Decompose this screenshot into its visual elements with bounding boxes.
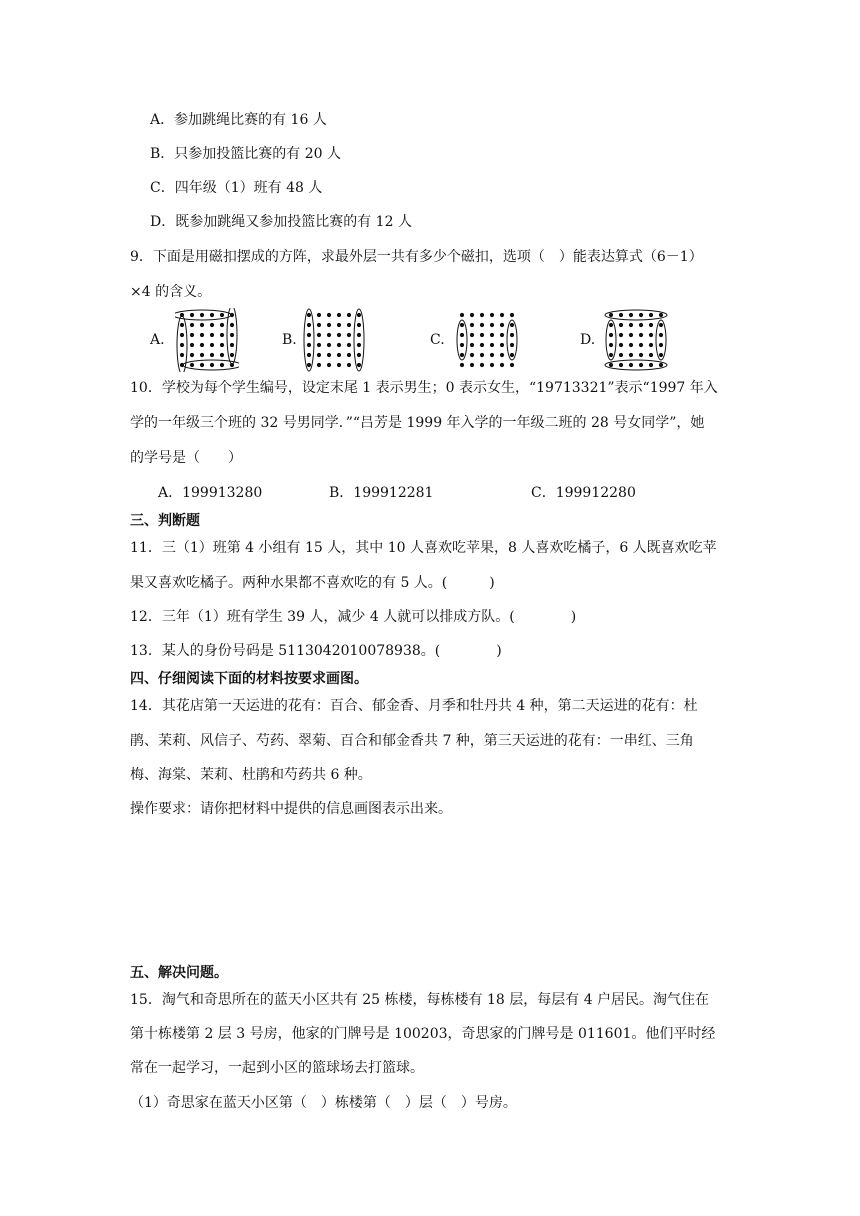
magnet-dot (220, 363, 224, 367)
magnet-dot (190, 333, 194, 337)
q9-option-d-label: D. (580, 332, 596, 348)
magnet-dot (659, 353, 663, 357)
magnet-dot (327, 353, 331, 357)
magnet-dot (307, 323, 311, 327)
magnet-dot (200, 353, 204, 357)
magnet-dot (347, 333, 351, 337)
q12-text: 12．三年（1）班有学生 39 人，减少 4 人就可以排成方队。( ) (130, 609, 577, 625)
magnet-dot (337, 353, 341, 357)
magnet-dot (490, 343, 494, 347)
magnet-dot (639, 323, 643, 327)
magnet-dot (200, 313, 204, 317)
magnet-dot (220, 313, 224, 317)
magnet-dot (327, 323, 331, 327)
magnet-dot (639, 313, 643, 317)
magnet-dot (190, 313, 194, 317)
magnet-dot (470, 323, 474, 327)
q15-text-line2: 第十栋楼第 2 层 3 号房，他家的门牌号是 100203，奇思家的门牌号是 011601。他们平时经 (130, 1026, 716, 1042)
magnet-dot (347, 313, 351, 317)
magnet-dot (649, 363, 653, 367)
magnet-dot (317, 343, 321, 347)
magnet-dot (510, 343, 514, 347)
magnet-dot (480, 363, 484, 367)
magnet-dot (347, 363, 351, 367)
magnet-dot (609, 333, 613, 337)
q9-text-line2: ×4 的含义。 (130, 284, 212, 300)
magnet-dot (649, 313, 653, 317)
magnet-dot (490, 333, 494, 337)
section3-title: 三、判断题 (130, 513, 200, 529)
magnet-dot (510, 363, 514, 367)
magnet-dot (357, 363, 361, 367)
magnet-dot (307, 343, 311, 347)
q10-option-a: A．199913280 (158, 485, 263, 501)
magnet-dot (230, 343, 234, 347)
magnet-dot (470, 333, 474, 337)
q14-text-line1: 14．其花店第一天运进的花有：百合、郁金香、月季和牡丹共 4 种，第二天运进的花有：杜 (130, 698, 698, 714)
magnet-dot (639, 343, 643, 347)
magnet-dot (337, 323, 341, 327)
q8-option-a: A．参加跳绳比赛的有 16 人 (150, 112, 327, 128)
group-oval (304, 309, 314, 371)
section5-title: 五、解决问题。 (130, 965, 228, 981)
magnet-dot (317, 323, 321, 327)
q9-text-line1: 9．下面是用磁扣摆成的方阵，求最外层一共有多少个磁扣，选项（ ）能表达算式（6－1） (130, 249, 703, 265)
magnet-dot (220, 353, 224, 357)
magnet-dot (347, 353, 351, 357)
q9-option-c-label: C. (430, 332, 445, 348)
magnet-dot (510, 333, 514, 337)
magnet-dot (470, 353, 474, 357)
magnet-dot (659, 333, 663, 337)
magnet-dot (327, 343, 331, 347)
magnet-dot (649, 343, 653, 347)
q14-text-line3: 梅、海棠、茉莉、杜鹃和芍药共 6 种。 (130, 767, 372, 783)
q15-text-line1: 15．淘气和奇思所在的蓝天小区共有 25 栋楼，每栋楼有 18 层，每层有 4 户居民。淘气住在 (130, 992, 710, 1008)
magnet-dot (327, 313, 331, 317)
magnet-dot (357, 323, 361, 327)
magnet-dot (649, 333, 653, 337)
magnet-dot (220, 333, 224, 337)
magnet-dot (210, 363, 214, 367)
q8-option-b: B．只参加投篮比赛的有 20 人 (150, 146, 342, 162)
magnet-dot (317, 313, 321, 317)
magnet-dot (190, 343, 194, 347)
q9-figure-a (175, 308, 239, 372)
magnet-dot (480, 313, 484, 317)
magnet-dot (230, 333, 234, 337)
magnet-dot (659, 363, 663, 367)
magnet-dot (470, 343, 474, 347)
q11-text-line1: 11．三（1）班第 4 小组有 15 人，其中 10 人喜欢吃苹果，8 人喜欢吃橘子，6 人既喜欢吃苹 (130, 540, 717, 556)
magnet-dot (659, 343, 663, 347)
magnet-dot (180, 333, 184, 337)
q9-figure-c (455, 308, 519, 372)
magnet-dot (357, 313, 361, 317)
magnet-dot (609, 313, 613, 317)
magnet-dot (337, 343, 341, 347)
q15-subquestion-1: （1）奇思家在蓝天小区第（ ）栋楼第（ ）层（ ）号房。 (130, 1095, 517, 1111)
magnet-dot (460, 333, 464, 337)
magnet-dot (190, 363, 194, 367)
magnet-dot (210, 323, 214, 327)
magnet-dot (190, 353, 194, 357)
magnet-dot (500, 313, 504, 317)
magnet-dot (220, 323, 224, 327)
q15-text-line3: 常在一起学习，一起到小区的篮球场去打篮球。 (130, 1060, 424, 1076)
magnet-dot (200, 323, 204, 327)
magnet-dot (619, 323, 623, 327)
magnet-dot (180, 353, 184, 357)
magnet-dot (230, 323, 234, 327)
magnet-dot (317, 333, 321, 337)
magnet-dot (609, 343, 613, 347)
magnet-dot (460, 343, 464, 347)
magnet-dot (230, 353, 234, 357)
q11-text-line2: 果又喜欢吃橘子。两种水果都不喜欢吃的有 5 人。( ) (130, 575, 495, 591)
magnet-dot (200, 343, 204, 347)
magnet-dot (609, 323, 613, 327)
magnet-dot (490, 363, 494, 367)
magnet-dot (210, 353, 214, 357)
q8-option-d: D．既参加跳绳又参加投篮比赛的有 12 人 (150, 214, 412, 230)
q10-option-c: C．199912280 (531, 485, 636, 501)
magnet-dot (629, 363, 633, 367)
magnet-dot (480, 353, 484, 357)
q9-option-a-label: A. (150, 332, 165, 348)
magnet-dot (460, 323, 464, 327)
magnet-dot (180, 343, 184, 347)
magnet-dot (619, 343, 623, 347)
magnet-dot (500, 353, 504, 357)
magnet-dot (500, 343, 504, 347)
magnet-dot (510, 353, 514, 357)
magnet-dot (317, 363, 321, 367)
magnet-dot (480, 333, 484, 337)
q13-text: 13．某人的身份号码是 5113042010078938。( ) (130, 643, 502, 659)
q10-text-line2: 学的一年级三个班的 32 号男同学．”“吕芳是 1999 年入学的一年级二班的 28 号女同学”，她 (130, 415, 705, 431)
magnet-dot (357, 333, 361, 337)
magnet-dot (500, 323, 504, 327)
magnet-dot (347, 343, 351, 347)
group-oval (354, 309, 364, 371)
q10-option-b: B．199912281 (329, 485, 434, 501)
magnet-dot (480, 343, 484, 347)
magnet-dot (327, 333, 331, 337)
magnet-dot (510, 313, 514, 317)
magnet-dot (500, 333, 504, 337)
group-oval (605, 310, 667, 320)
magnet-dot (180, 323, 184, 327)
section4-title: 四、仔细阅读下面的材料按要求画图。 (130, 671, 368, 687)
magnet-dot (357, 353, 361, 357)
magnet-dot (629, 343, 633, 347)
magnet-dot (490, 313, 494, 317)
magnet-dot (200, 363, 204, 367)
q10-text-line3: 的学号是（ ） (130, 450, 242, 466)
magnet-dot (490, 353, 494, 357)
magnet-dot (629, 323, 633, 327)
magnet-dot (307, 333, 311, 337)
magnet-dot (490, 323, 494, 327)
magnet-dot (200, 333, 204, 337)
magnet-dot (619, 353, 623, 357)
magnet-dot (659, 313, 663, 317)
group-oval (605, 360, 667, 370)
magnet-dot (307, 363, 311, 367)
magnet-dot (649, 353, 653, 357)
magnet-dot (629, 333, 633, 337)
magnet-dot (629, 353, 633, 357)
magnet-dot (327, 363, 331, 367)
magnet-dot (619, 313, 623, 317)
magnet-dot (210, 313, 214, 317)
q8-option-c: C．四年级（1）班有 48 人 (150, 180, 323, 196)
q14-text-line2: 鹃、茉莉、风信子、芍药、翠菊、百合和郁金香共 7 种，第三天运进的花有：一串红、三角 (130, 733, 694, 749)
q9-figure-b (302, 308, 366, 372)
magnet-dot (337, 313, 341, 317)
magnet-dot (639, 353, 643, 357)
q10-text-line1: 10．学校为每个学生编号，设定末尾 1 表示男生；0 表示女生，“19713321”表示“1997 年入 (130, 380, 718, 396)
magnet-dot (619, 363, 623, 367)
magnet-dot (210, 333, 214, 337)
magnet-dot (659, 323, 663, 327)
magnet-dot (470, 363, 474, 367)
magnet-dot (609, 363, 613, 367)
q9-option-b-label: B. (282, 332, 297, 348)
magnet-dot (347, 323, 351, 327)
magnet-dot (220, 343, 224, 347)
magnet-dot (460, 353, 464, 357)
q9-figure-d (604, 308, 668, 372)
q14-instruction: 操作要求：请你把材料中提供的信息画图表示出来。 (130, 801, 452, 817)
magnet-dot (639, 333, 643, 337)
magnet-dot (470, 313, 474, 317)
magnet-dot (337, 333, 341, 337)
magnet-dot (510, 323, 514, 327)
magnet-dot (629, 313, 633, 317)
magnet-dot (500, 363, 504, 367)
magnet-dot (649, 323, 653, 327)
magnet-dot (480, 323, 484, 327)
magnet-dot (460, 363, 464, 367)
magnet-dot (357, 343, 361, 347)
magnet-dot (337, 363, 341, 367)
magnet-dot (190, 323, 194, 327)
magnet-dot (609, 353, 613, 357)
magnet-dot (460, 313, 464, 317)
magnet-dot (307, 313, 311, 317)
magnet-dot (317, 353, 321, 357)
magnet-dot (639, 363, 643, 367)
magnet-dot (307, 353, 311, 357)
magnet-dot (210, 343, 214, 347)
magnet-dot (619, 333, 623, 337)
